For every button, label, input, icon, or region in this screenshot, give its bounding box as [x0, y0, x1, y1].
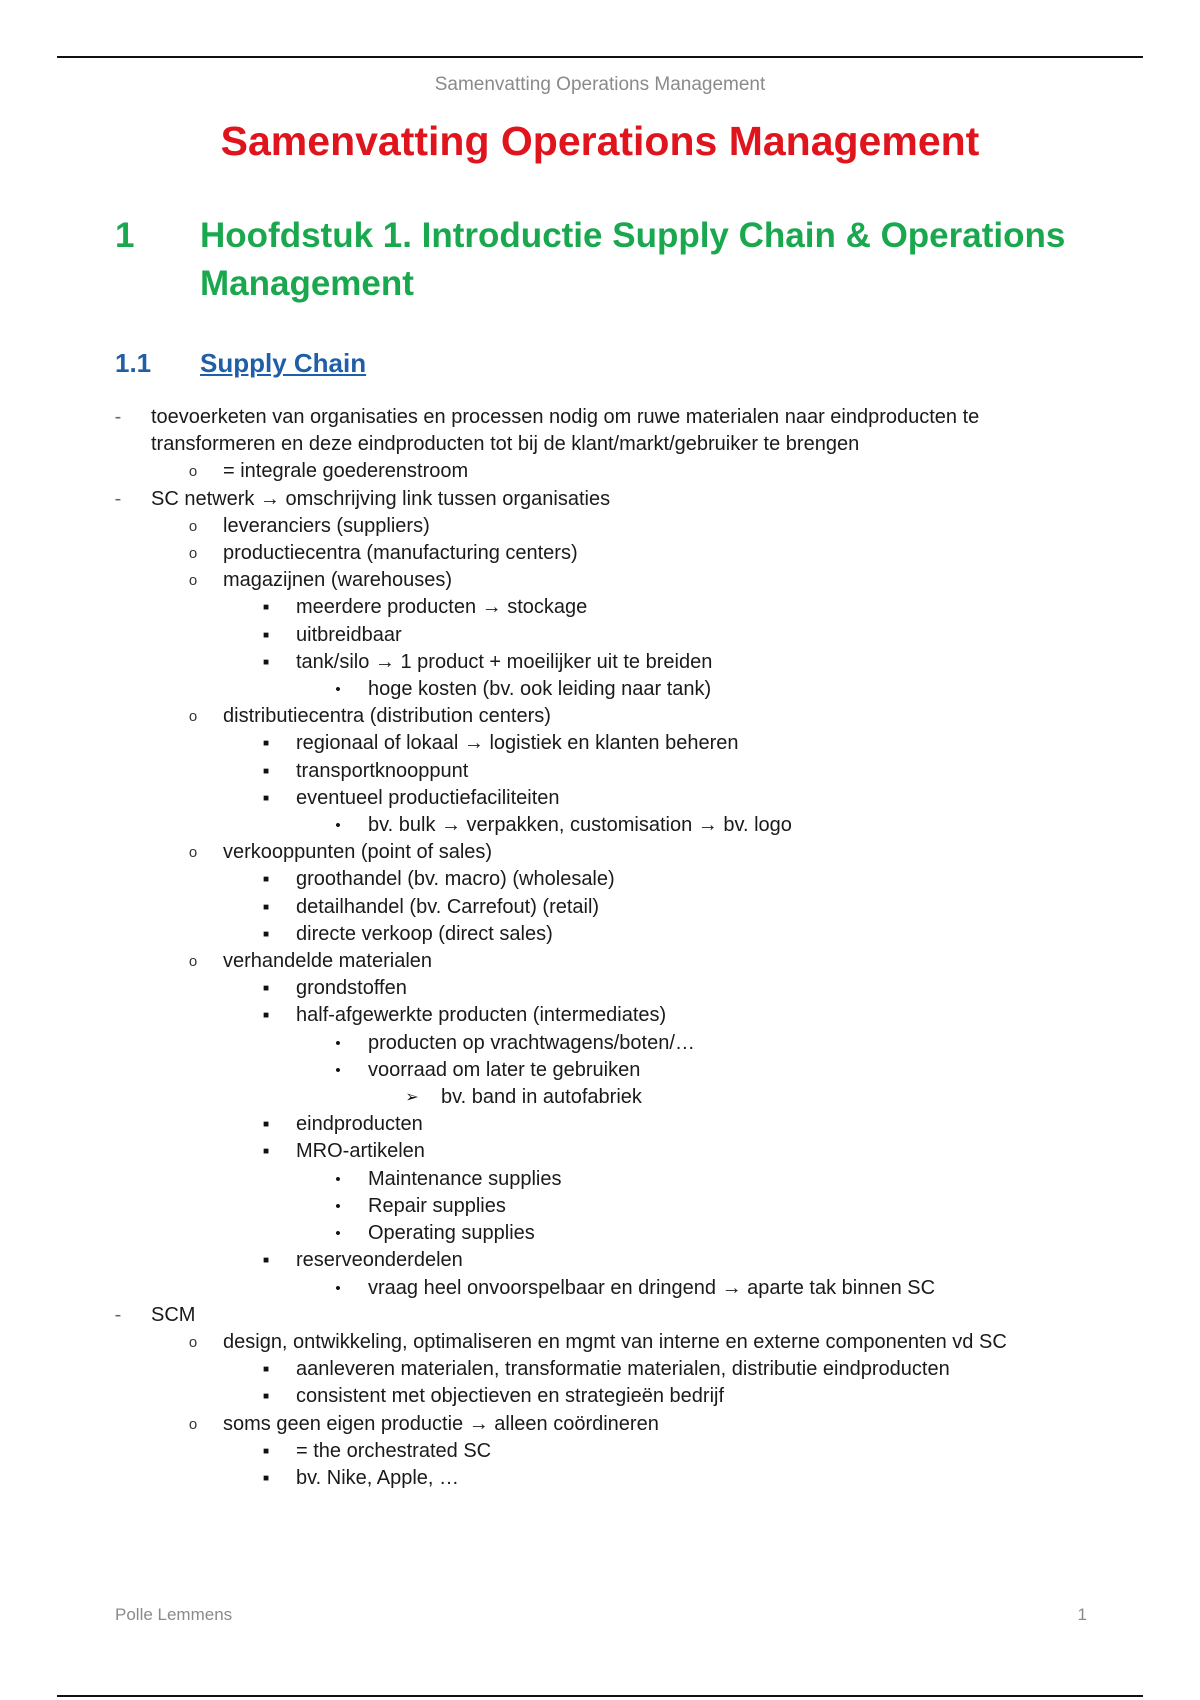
- bullet-marker-icon: •: [335, 1061, 341, 1079]
- list-item: [0, 975, 1200, 1002]
- list-item: [0, 758, 1200, 785]
- list-item-text: Operating supplies: [368, 1222, 535, 1245]
- list-item-text: magazijnen (warehouses): [223, 569, 453, 592]
- chapter-title: Hoofdstuk 1. Introductie Supply Chain & Operations Management: [200, 216, 1066, 303]
- list-item-text: SC netwerk → omschrijving link tussen organisaties: [151, 487, 611, 510]
- list-item-text: bv. Nike, Apple, …: [296, 1466, 460, 1489]
- bullet-marker-icon: o: [188, 517, 198, 535]
- list-item: [0, 921, 1200, 948]
- list-item-text: eventueel productiefaciliteiten: [296, 786, 560, 809]
- list-item: [0, 1465, 1200, 1492]
- list-item-text: bv. bulk → verpakken, customisation → bv. logo: [368, 814, 792, 837]
- bullet-marker-icon: ■: [262, 629, 270, 641]
- list-item-text: bv. band in autofabriek: [441, 1086, 642, 1109]
- list-item: [0, 948, 1200, 975]
- list-item: [0, 1329, 1200, 1356]
- list-item: [0, 676, 1200, 703]
- list-item-text: reserveonderdelen: [296, 1249, 463, 1272]
- list-item-text: SCM: [151, 1303, 196, 1326]
- list-item: [0, 594, 1200, 621]
- bullet-marker-icon: ➢: [405, 1089, 419, 1107]
- list-item: [0, 1057, 1200, 1084]
- bullet-marker-icon: •: [335, 1279, 341, 1297]
- list-item-text: groothandel (bv. macro) (wholesale): [296, 868, 615, 891]
- list-item: [0, 1138, 1200, 1165]
- bullet-marker-icon: o: [188, 953, 198, 971]
- list-item-text: productiecentra (manufacturing centers): [223, 542, 578, 565]
- list-item-text: leveranciers (suppliers): [223, 514, 430, 537]
- list-item-text: hoge kosten (bv. ook leiding naar tank): [368, 678, 712, 701]
- bottom-border-line: [57, 1695, 1143, 1697]
- list-item: [0, 1438, 1200, 1465]
- list-item-text: = the orchestrated SC: [296, 1439, 492, 1462]
- list-item: [0, 785, 1200, 812]
- bullet-marker-icon: o: [188, 545, 198, 563]
- list-item: [0, 622, 1200, 649]
- list-item: [0, 812, 1200, 839]
- footer-author: Polle Lemmens: [115, 1605, 233, 1624]
- list-item-text: producten op vrachtwagens/boten/…: [368, 1031, 695, 1054]
- list-item: [0, 1411, 1200, 1438]
- list-item: [0, 540, 1200, 567]
- bullet-marker-icon: ■: [262, 1146, 270, 1158]
- list-item-text: regionaal of lokaal → logistiek en klanten beheren: [296, 732, 739, 755]
- list-item-text: aanleveren materialen, transformatie materialen, distributie eindproducten: [296, 1358, 950, 1381]
- list-item-text: voorraad om later te gebruiken: [368, 1058, 641, 1081]
- bullet-marker-icon: ■: [262, 928, 270, 940]
- list-item-text: MRO-artikelen: [296, 1140, 425, 1163]
- bullet-marker-icon: o: [188, 1415, 198, 1433]
- list-item: [0, 894, 1200, 921]
- list-item: [0, 1084, 1200, 1111]
- list-item: [0, 1193, 1200, 1220]
- section-number: 1.1: [115, 348, 152, 378]
- list-item: [0, 1002, 1200, 1029]
- bullet-marker-icon: ■: [262, 602, 270, 614]
- bullet-list: [0, 404, 1200, 1492]
- list-item: [0, 404, 1200, 458]
- list-item: [0, 1220, 1200, 1247]
- bullet-marker-icon: ■: [262, 983, 270, 995]
- list-item: [0, 1383, 1200, 1410]
- bullet-marker-icon: ■: [262, 656, 270, 668]
- bullet-marker-icon: ■: [262, 1119, 270, 1131]
- list-item: [0, 839, 1200, 866]
- bullet-marker-icon: ■: [262, 874, 270, 886]
- list-item-text: design, ontwikkeling, optimaliseren en mgmt van interne en externe componenten vd SC: [223, 1330, 1007, 1353]
- list-item-text: meerdere producten → stockage: [296, 596, 588, 619]
- list-item-text: verkooppunten (point of sales): [223, 841, 493, 864]
- list-item-text: Maintenance supplies: [368, 1167, 562, 1190]
- list-item-text: vraag heel onvoorspelbaar en dringend → aparte tak binnen SC: [368, 1276, 936, 1299]
- bullet-marker-icon: ■: [262, 738, 270, 750]
- list-item: [0, 730, 1200, 757]
- bullet-marker-icon: -: [114, 487, 122, 510]
- top-border-line: [57, 56, 1143, 58]
- list-item: [0, 649, 1200, 676]
- list-item-text: consistent met objectieven en strategieën bedrijf: [296, 1385, 725, 1408]
- bullet-marker-icon: -: [114, 1303, 122, 1326]
- bullet-marker-icon: •: [335, 1197, 341, 1215]
- list-item: [0, 513, 1200, 540]
- bullet-marker-icon: •: [335, 681, 341, 699]
- bullet-marker-icon: •: [335, 1034, 341, 1052]
- list-item-text: directe verkoop (direct sales): [296, 922, 553, 945]
- bullet-marker-icon: o: [188, 844, 198, 862]
- bullet-marker-icon: o: [188, 572, 198, 590]
- list-item-text: uitbreidbaar: [296, 623, 402, 646]
- list-item-text: distributiecentra (distribution centers): [223, 705, 551, 728]
- list-item-text: toevoerketen van organisaties en processen nodig om ruwe materialen naar eindproducten te transformeren en deze eindproducten tot bij de klant/markt/gebruiker te brengen: [151, 406, 980, 456]
- bullet-marker-icon: ■: [262, 1364, 270, 1376]
- list-item-text: = integrale goederenstroom: [223, 460, 469, 483]
- bullet-marker-icon: -: [114, 406, 122, 428]
- list-item: [0, 1166, 1200, 1193]
- list-item-text: Repair supplies: [368, 1194, 506, 1217]
- list-item: [0, 1302, 1200, 1329]
- bullet-marker-icon: o: [188, 1333, 198, 1351]
- bullet-marker-icon: •: [335, 817, 341, 835]
- bullet-marker-icon: ■: [262, 901, 270, 913]
- bullet-marker-icon: ■: [262, 765, 270, 777]
- list-item: [0, 486, 1200, 513]
- list-item: [0, 567, 1200, 594]
- list-item: [0, 1275, 1200, 1302]
- bullet-marker-icon: ■: [262, 1391, 270, 1403]
- bullet-marker-icon: o: [188, 708, 198, 726]
- bullet-marker-icon: ■: [262, 1445, 270, 1457]
- list-item-text: half-afgewerkte producten (intermediates): [296, 1004, 667, 1027]
- list-item: [0, 1247, 1200, 1274]
- bullet-marker-icon: o: [188, 463, 198, 481]
- list-item: [0, 1356, 1200, 1383]
- list-item-text: verhandelde materialen: [223, 950, 433, 973]
- section-title: Supply Chain: [200, 348, 367, 378]
- list-item-text: eindproducten: [296, 1113, 423, 1136]
- list-item-text: detailhandel (bv. Carrefout) (retail): [296, 895, 600, 918]
- list-item: [0, 1111, 1200, 1138]
- running-header: Samenvatting Operations Management: [434, 74, 766, 95]
- list-item: [0, 866, 1200, 893]
- bullet-marker-icon: ■: [262, 1255, 270, 1267]
- bullet-marker-icon: •: [335, 1170, 341, 1188]
- list-item: [0, 1030, 1200, 1057]
- list-item: [0, 458, 1200, 485]
- chapter-number: 1: [115, 216, 135, 255]
- document-title: Samenvatting Operations Management: [220, 118, 980, 164]
- list-item-text: soms geen eigen productie → alleen coördineren: [223, 1412, 659, 1435]
- bullet-marker-icon: ■: [262, 792, 270, 804]
- bullet-marker-icon: ■: [262, 1010, 270, 1022]
- bullet-marker-icon: ■: [262, 1472, 270, 1484]
- footer-page-number: 1: [1077, 1605, 1087, 1624]
- list-item-text: tank/silo → 1 product + moeilijker uit te breiden: [296, 650, 713, 673]
- list-item-text: transportknooppunt: [296, 759, 469, 782]
- bullet-marker-icon: •: [335, 1225, 341, 1243]
- list-item-text: grondstoffen: [296, 977, 407, 1000]
- list-item: [0, 703, 1200, 730]
